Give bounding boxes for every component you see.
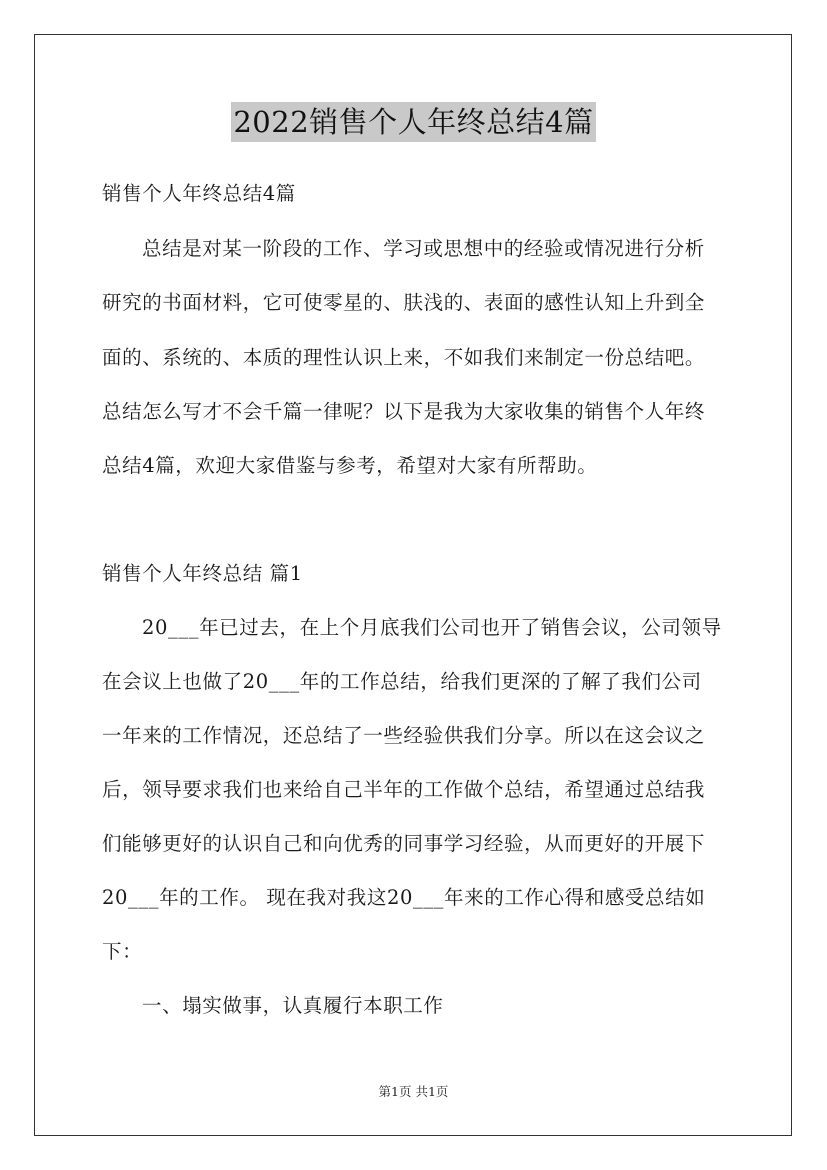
intro-line-3: 面的、系统的、本质的理性认识上来，不如我们来制定一份总结吧。 [102,346,706,369]
intro-line-5: 总结4篇，欢迎大家借鉴与参考，希望对大家有所帮助。 [102,454,598,477]
subtitle: 销售个人年终总结4篇 [102,182,296,205]
body-line-2: 在会议上也做了20___年的工作总结，给我们更深的了解了我们公司 [102,670,702,693]
intro-line-2: 研究的书面材料，它可使零星的、肤浅的、表面的感性认知上升到全 [102,291,706,314]
section-heading: 销售个人年终总结 篇1 [102,562,303,585]
body-line-3: 一年来的工作情况，还总结了一些经验供我们分享。所以在这会议之 [102,724,706,747]
intro-line-1: 总结是对某一阶段的工作、学习或思想中的经验或情况进行分析 [142,237,705,260]
body-line-6: 20___年的工作。 现在我对我这20___年来的工作心得和感受总结如 [102,886,706,909]
page-footer: 第1页 共1页 [378,1084,449,1099]
document-title: 2022销售个人年终总结4篇 [231,102,595,142]
body-line-5: 们能够更好的认识自己和向优秀的同事学习经验，从而更好的开展下 [102,832,706,855]
body-line-7: 下： [102,940,143,963]
intro-line-4: 总结怎么写才不会千篇一律呢？以下是我为大家收集的销售个人年终 [102,400,706,423]
point-heading: 一、塌实做事，认真履行本职工作 [142,994,444,1017]
body-line-4: 后，领导要求我们也来给自己半年的工作做个总结，希望通过总结我 [102,778,706,801]
body-line-1: 20___年已过去，在上个月底我们公司也开了销售会议，公司领导 [142,616,722,639]
